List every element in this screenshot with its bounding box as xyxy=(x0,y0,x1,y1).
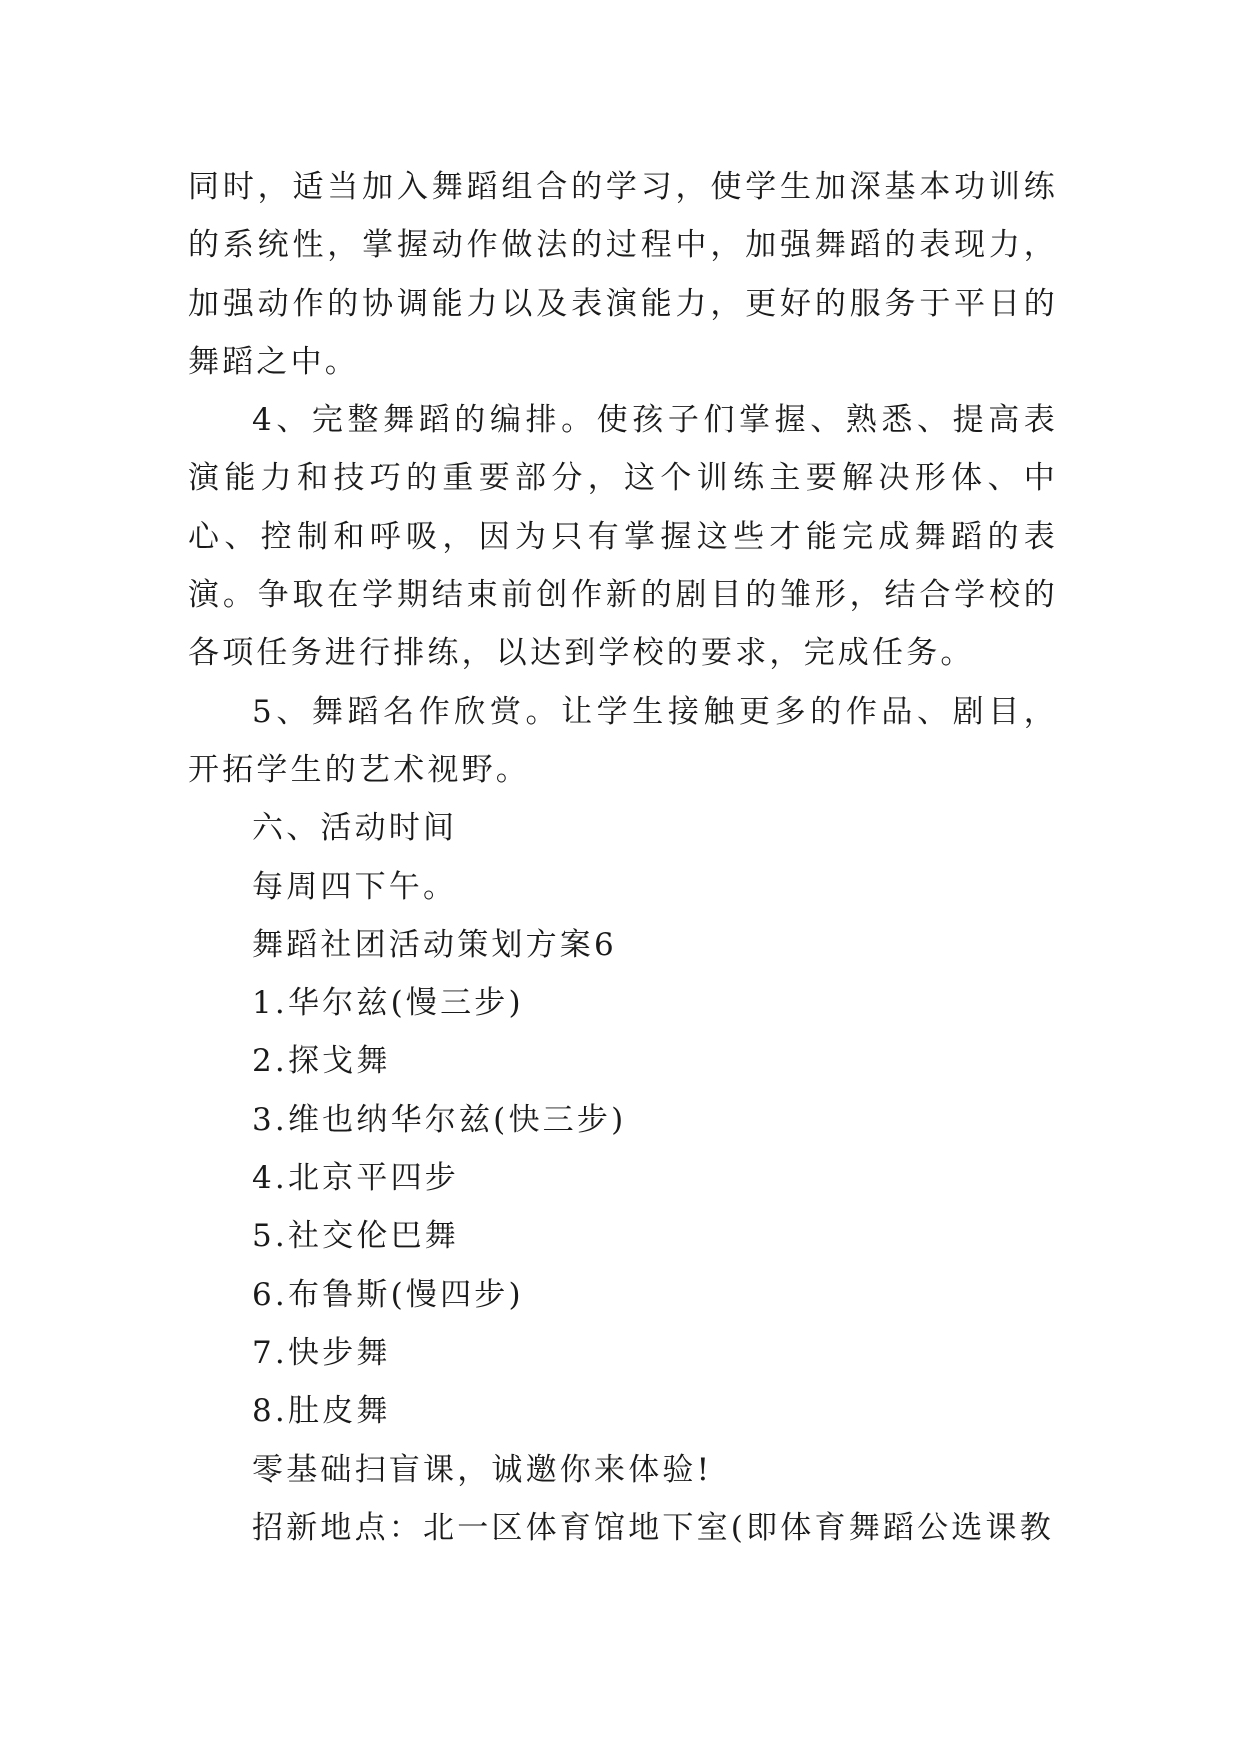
paragraph-item-5: 5、舞蹈名作欣赏。让学生接触更多的作品、剧目，开拓学生的艺术视野。 xyxy=(188,693,1058,788)
list-item-7: 7.快步舞 xyxy=(252,1334,391,1371)
list-item-1: 1.华尔兹(慢三步) xyxy=(252,985,524,1022)
paragraph-invitation: 零基础扫盲课，诚邀你来体验! xyxy=(252,1451,713,1488)
list-item-6: 6.布鲁斯(慢四步) xyxy=(252,1276,524,1313)
section-heading-activity-time: 六、活动时间 xyxy=(252,810,458,847)
document-section-title: 舞蹈社团活动策划方案6 xyxy=(252,926,617,963)
list-item-4: 4.北京平四步 xyxy=(252,1160,459,1197)
document-body xyxy=(188,158,1058,1557)
list-item-8: 8.肚皮舞 xyxy=(252,1393,391,1430)
list-item-5: 5.社交伦巴舞 xyxy=(252,1218,459,1255)
paragraph-item-4: 4、完整舞蹈的编排。使孩子们掌握、熟悉、提高表演能力和技巧的重要部分，这个训练主要解决形体、中心、控制和呼吸，因为只有掌握这些才能完成舞蹈的表演。争取在学期结束前创作新的剧目的雏形，结合学校的各项任务进行排练，以达到学校的要求，完成任务。 xyxy=(188,402,1058,672)
paragraph-recruit-location: 招新地点：北一区体育馆地下室(即体育舞蹈公选课教 xyxy=(252,1509,1054,1546)
paragraph-dance-combination: 同时，适当加入舞蹈组合的学习，使学生加深基本功训练的系统性，掌握动作做法的过程中，加强舞蹈的表现力，加强动作的协调能力以及表演能力，更好的服务于平日的舞蹈之中。 xyxy=(188,169,1058,380)
list-item-2: 2.探戈舞 xyxy=(252,1043,391,1080)
paragraph-activity-time: 每周四下午。 xyxy=(252,868,458,905)
list-item-3: 3.维也纳华尔兹(快三步) xyxy=(252,1101,627,1138)
